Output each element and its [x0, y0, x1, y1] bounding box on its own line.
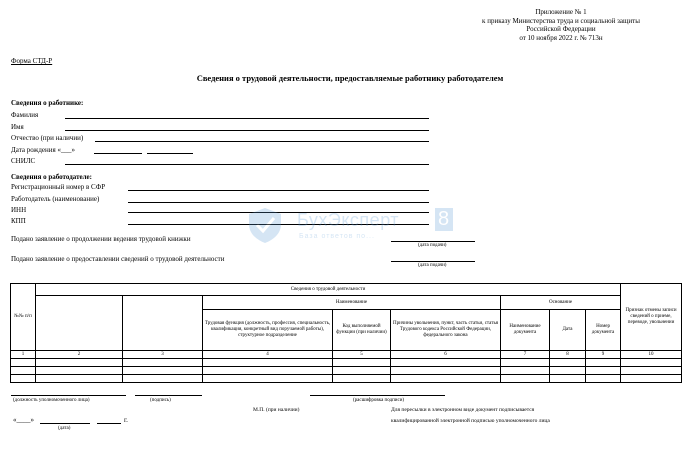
table-cell[interactable] — [621, 375, 682, 383]
table-row[interactable] — [11, 375, 682, 383]
date-month-field[interactable] — [40, 423, 90, 424]
snils-label: СНИЛС — [11, 157, 36, 165]
col-number: 8 — [550, 351, 586, 359]
position-field[interactable] — [11, 395, 126, 396]
header-naming: Наименование — [203, 296, 501, 310]
name-field[interactable] — [65, 130, 429, 131]
table-cell[interactable] — [621, 359, 682, 367]
table-row[interactable] — [11, 359, 682, 367]
table-cell[interactable] — [11, 359, 36, 367]
decoding-caption: (расшифровка подписи) — [353, 398, 405, 403]
header-group: Сведения о трудовой деятельности — [36, 284, 621, 296]
table-cell[interactable] — [391, 367, 501, 375]
header-row-number: №№ п/п — [11, 284, 36, 351]
birth-year-field[interactable] — [147, 153, 193, 154]
col-number: 9 — [586, 351, 621, 359]
header-doc-number: Номер документа — [586, 310, 621, 351]
electronic-note-1: Для пересылки в электронном виде документ подписывается — [391, 407, 535, 413]
table-cell[interactable] — [501, 367, 550, 375]
kpp-label: КПП — [11, 217, 26, 225]
continue-book-date-field[interactable] — [391, 241, 475, 242]
decoding-field[interactable] — [310, 395, 445, 396]
form-code: Форма СТД-Р — [11, 57, 53, 65]
employee-heading: Сведения о работнике: — [11, 99, 84, 107]
document-title: Сведения о трудовой деятельности, предоставляемые работнику работодателем — [196, 73, 504, 83]
table-cell[interactable] — [550, 367, 586, 375]
signature-caption: (подпись) — [150, 398, 171, 403]
header-empty-2 — [123, 296, 203, 351]
inn-label: ИНН — [11, 206, 27, 214]
table-cell[interactable] — [501, 375, 550, 383]
year-suffix: г. — [124, 416, 128, 424]
shield-logo-icon — [245, 206, 285, 244]
table-cell[interactable] — [501, 359, 550, 367]
header-empty-1 — [36, 296, 123, 351]
stamp-label: М.П. (при наличии) — [253, 407, 300, 413]
employer-name-field[interactable] — [128, 202, 429, 203]
patronymic-label: Отчество (при наличии) — [11, 134, 84, 142]
header-doc-name: Наименование документа — [501, 310, 550, 351]
electronic-date-field[interactable] — [391, 261, 475, 262]
table-cell[interactable] — [36, 359, 123, 367]
appendix-line-4: от 10 ноября 2022 г. № 713н — [519, 33, 603, 42]
table-cell[interactable] — [123, 367, 203, 375]
position-caption: (должность уполномоченного лица) — [13, 398, 90, 403]
table-cell[interactable] — [203, 367, 333, 375]
birthdate-label: Дата рождения «___» — [11, 146, 75, 154]
surname-label: Фамилия — [11, 111, 39, 119]
table-cell[interactable] — [123, 359, 203, 367]
watermark-digit: 8 — [435, 208, 453, 231]
table-cell[interactable] — [621, 367, 682, 375]
table-cell[interactable] — [11, 375, 36, 383]
table-row[interactable] — [11, 367, 682, 375]
col-number: 7 — [501, 351, 550, 359]
table-cell[interactable] — [36, 367, 123, 375]
appendix-line-1: Приложение № 1 — [535, 8, 587, 16]
continue-book-label: Подано заявление о продолжении ведения трудовой книжки — [11, 235, 191, 243]
col-number: 4 — [203, 351, 333, 359]
table-cell[interactable] — [550, 359, 586, 367]
table-cell[interactable] — [123, 375, 203, 383]
electronic-label: Подано заявление о предоставлении сведений о трудовой деятельности — [11, 255, 225, 263]
table-cell[interactable] — [550, 375, 586, 383]
sfr-number-label: Регистрационный номер в СФР — [11, 183, 106, 191]
col-number: 10 — [621, 351, 682, 359]
date-year-field[interactable] — [97, 423, 121, 424]
table-cell[interactable] — [203, 359, 333, 367]
name-label: Имя — [11, 123, 24, 131]
col-number: 6 — [391, 351, 501, 359]
employer-name-label: Работодатель (наименование) — [11, 195, 100, 203]
header-function-code: Код выполняемой функции (при наличии) — [333, 310, 391, 351]
snils-field[interactable] — [65, 164, 429, 165]
table-cell[interactable] — [333, 359, 391, 367]
col-number: 2 — [36, 351, 123, 359]
header-cancel-flag: Признак отмены записи сведений о приеме, переводе, увольнении — [621, 284, 682, 351]
watermark-tagline: База ответов по... — [299, 233, 375, 240]
surname-field[interactable] — [65, 118, 429, 119]
column-number-row — [11, 351, 682, 359]
col-number: 3 — [123, 351, 203, 359]
electronic-note-2: квалифицированной электронной подписью уполномоченного лица — [391, 418, 550, 424]
patronymic-field[interactable] — [95, 141, 429, 142]
header-basis: Основание — [501, 296, 621, 310]
watermark — [245, 206, 460, 246]
table-cell[interactable] — [11, 367, 36, 375]
continue-book-date-caption: (дата подачи) — [418, 243, 447, 248]
table-cell[interactable] — [391, 359, 501, 367]
appendix-block — [471, 8, 651, 42]
employer-heading: Сведения о работодателе: — [11, 173, 92, 181]
date-day-prefix: «____» — [13, 416, 34, 424]
sfr-number-field[interactable] — [128, 190, 429, 191]
table-cell[interactable] — [203, 375, 333, 383]
header-doc-date: Дата — [550, 310, 586, 351]
employment-table — [10, 283, 682, 383]
watermark-brand: БухЭксперт — [297, 210, 400, 230]
header-dismissal-reason: Причины увольнения, пункт, часть статьи, статья Трудового кодекса Российской Федерации, федерального закона — [391, 310, 501, 351]
table-cell[interactable] — [333, 367, 391, 375]
col-number: 1 — [11, 351, 36, 359]
table-cell[interactable] — [333, 375, 391, 383]
appendix-line-2: к приказу Министерства труда и социальной защиты — [482, 16, 640, 25]
table-cell[interactable] — [36, 375, 123, 383]
appendix-line-3: Российской Федерации — [526, 25, 596, 34]
header-labor-function: Трудовая функция (должность, профессия, специальность, квалификация, конкретный вид поручаемой работы), структурное подразделение — [203, 310, 333, 351]
col-number: 5 — [333, 351, 391, 359]
table-cell[interactable] — [586, 375, 621, 383]
birth-month-field[interactable] — [94, 153, 142, 154]
date-caption: (дата) — [58, 426, 71, 431]
table-cell[interactable] — [391, 375, 501, 383]
electronic-date-caption: (дата подачи) — [418, 263, 447, 268]
signature-field[interactable] — [135, 395, 202, 396]
table-cell[interactable] — [586, 359, 621, 367]
table-cell[interactable] — [586, 367, 621, 375]
